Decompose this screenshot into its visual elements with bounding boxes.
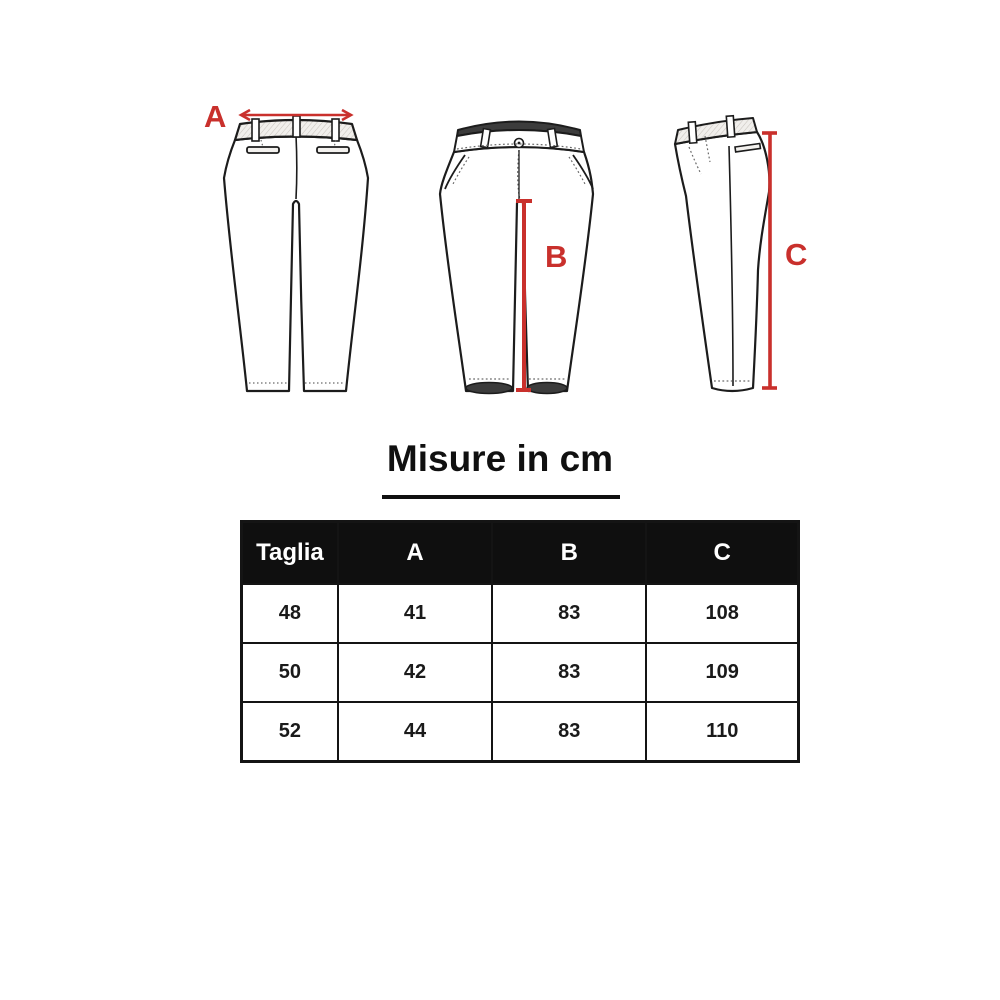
size-table-header-c: C — [646, 522, 798, 585]
size-table-row-48 — [242, 584, 799, 643]
size-cell-c: 109 — [646, 643, 798, 702]
title-underline — [382, 495, 620, 499]
size-cell-b: 83 — [492, 702, 646, 762]
pants-front-body — [440, 122, 593, 394]
size-cell-a: 44 — [338, 702, 492, 762]
pants-back-body — [224, 116, 368, 391]
size-table-header-row — [242, 522, 799, 585]
size-cell-c: 108 — [646, 584, 798, 643]
size-table-header-b: B — [492, 522, 646, 585]
size-cell-b: 83 — [492, 643, 646, 702]
size-table-row-50 — [242, 643, 799, 702]
measurement-label-a: A — [204, 99, 227, 134]
pants-back-view-diagram — [205, 100, 385, 410]
pants-side-body — [675, 116, 769, 391]
waist-button — [515, 139, 524, 148]
size-table-row-52 — [242, 702, 799, 762]
size-cell-b: 83 — [492, 584, 646, 643]
size-cell-c: 110 — [646, 702, 798, 762]
size-table-header-taglia: Taglia — [242, 522, 338, 585]
size-cell-taglia: 48 — [242, 584, 338, 643]
measurement-label-b: B — [545, 239, 568, 274]
size-cell-a: 41 — [338, 584, 492, 643]
size-cell-a: 42 — [338, 643, 492, 702]
measurement-label-c: C — [785, 237, 808, 272]
size-table-header-a: A — [338, 522, 492, 585]
page-title: Misure in cm — [386, 438, 614, 479]
size-table — [240, 520, 800, 763]
pants-front-view-diagram — [425, 100, 605, 410]
size-cell-taglia: 50 — [242, 643, 338, 702]
size-cell-taglia: 52 — [242, 702, 338, 762]
